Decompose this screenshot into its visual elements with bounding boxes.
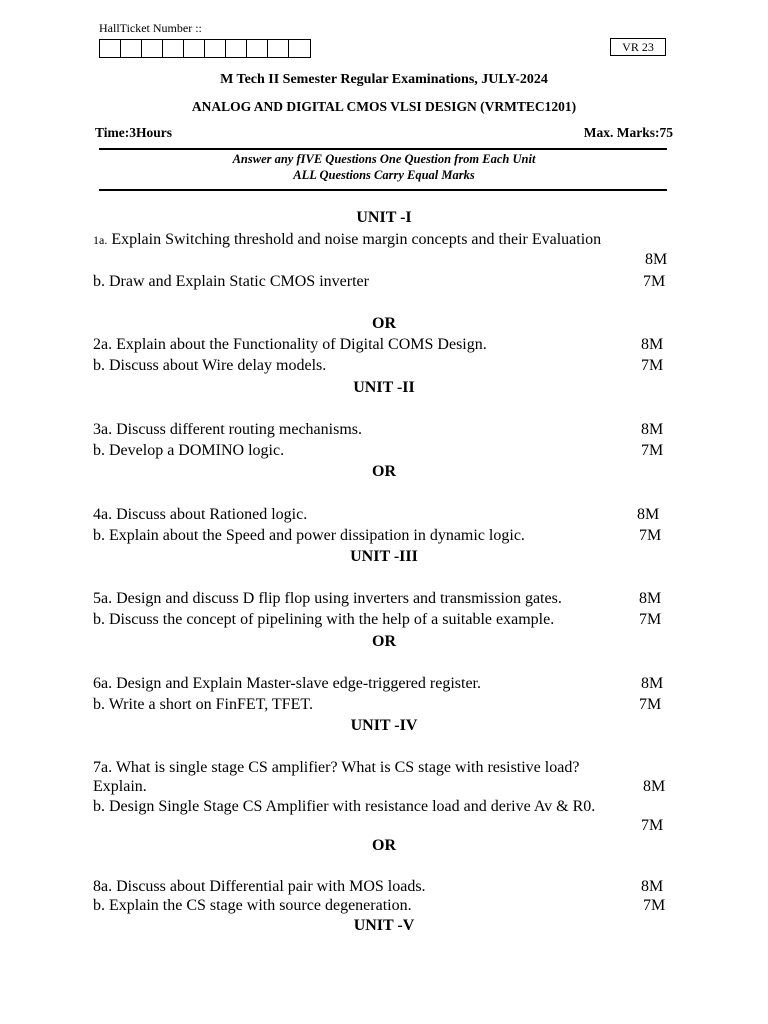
question-1b: b. Draw and Explain Static CMOS inverter	[93, 273, 369, 290]
question-3b: b. Develop a DOMINO logic.	[93, 442, 285, 459]
question-8a-marks: 8M	[641, 878, 664, 895]
question-1a-text: Explain Switching threshold and noise margin concepts and their Evaluation	[111, 231, 602, 248]
hallticket-box	[142, 40, 163, 57]
question-2b: b. Discuss about Wire delay models.	[93, 357, 327, 374]
question-1a	[93, 231, 601, 249]
bottom-rule	[99, 189, 667, 191]
question-4b: b. Explain about the Speed and power dissipation in dynamic logic.	[93, 527, 525, 544]
question-8b: b. Explain the CS stage with source degeneration.	[93, 897, 412, 914]
hallticket-box	[268, 40, 289, 57]
question-1b-marks: 7M	[643, 273, 666, 290]
regulation-code: VR 23	[610, 38, 666, 56]
question-8a: 8a. Discuss about Differential pair with MOS loads.	[93, 878, 426, 895]
unit-4-heading: UNIT -IV	[350, 717, 418, 734]
or-divider: OR	[372, 463, 396, 480]
course-title: ANALOG AND DIGITAL CMOS VLSI DESIGN (VRMTEC1201)	[191, 99, 577, 114]
question-6b-marks: 7M	[639, 696, 662, 713]
question-1a-number: 1a.	[93, 233, 108, 247]
question-3b-marks: 7M	[641, 442, 664, 459]
hallticket-box	[226, 40, 247, 57]
question-1a-marks: 8M	[645, 251, 668, 268]
question-6a: 6a. Design and Explain Master-slave edge-triggered register.	[93, 675, 481, 692]
hallticket-label: HallTicket Number ::	[99, 21, 202, 35]
unit-1-heading: UNIT -I	[356, 209, 412, 226]
hallticket-boxes	[99, 39, 311, 58]
question-7a-line-2: Explain.	[93, 778, 147, 795]
question-5b: b. Discuss the concept of pipelining with the help of a suitable example.	[93, 611, 555, 628]
question-4a-marks: 8M	[637, 506, 660, 523]
unit-2-heading: UNIT -II	[353, 379, 415, 396]
hallticket-box	[289, 40, 310, 57]
top-rule	[99, 148, 667, 150]
max-marks: Max. Marks:75	[583, 125, 673, 140]
or-divider: OR	[372, 315, 396, 332]
hallticket-box	[121, 40, 142, 57]
hallticket-box	[247, 40, 268, 57]
question-2a-marks: 8M	[641, 336, 664, 353]
unit-3-heading: UNIT -III	[350, 548, 418, 565]
question-5b-marks: 7M	[639, 611, 662, 628]
question-7b-marks: 7M	[641, 817, 664, 834]
question-5a-marks: 8M	[639, 590, 662, 607]
instruction-line-1: Answer any fIVE Questions One Question from Each Unit	[232, 152, 536, 166]
or-divider: OR	[372, 633, 396, 650]
question-4a: 4a. Discuss about Rationed logic.	[93, 506, 308, 523]
question-5a: 5a. Design and discuss D flip flop using inverters and transmission gates.	[93, 590, 562, 607]
question-6b: b. Write a short on FinFET, TFET.	[93, 696, 313, 713]
question-7a-line-1: 7a. What is single stage CS amplifier? What is CS stage with resistive load?	[93, 759, 580, 776]
unit-5-heading: UNIT -V	[353, 917, 415, 934]
question-2b-marks: 7M	[641, 357, 664, 374]
time-allowed: Time:3Hours	[95, 125, 172, 140]
question-6a-marks: 8M	[641, 675, 664, 692]
hallticket-box	[163, 40, 184, 57]
instruction-line-2: ALL Questions Carry Equal Marks	[293, 168, 475, 182]
exam-title: M Tech II Semester Regular Examinations, JULY-2024	[220, 72, 548, 87]
question-4b-marks: 7M	[639, 527, 662, 544]
question-7a-marks: 8M	[643, 778, 666, 795]
question-3a: 3a. Discuss different routing mechanisms.	[93, 421, 362, 438]
hallticket-box	[184, 40, 205, 57]
question-2a: 2a. Explain about the Functionality of Digital COMS Design.	[93, 336, 487, 353]
question-7b: b. Design Single Stage CS Amplifier with resistance load and derive Av & R0.	[93, 798, 596, 815]
or-divider: OR	[372, 837, 396, 854]
question-8b-marks: 7M	[643, 897, 666, 914]
hallticket-box	[100, 40, 121, 57]
question-3a-marks: 8M	[641, 421, 664, 438]
hallticket-box	[205, 40, 226, 57]
